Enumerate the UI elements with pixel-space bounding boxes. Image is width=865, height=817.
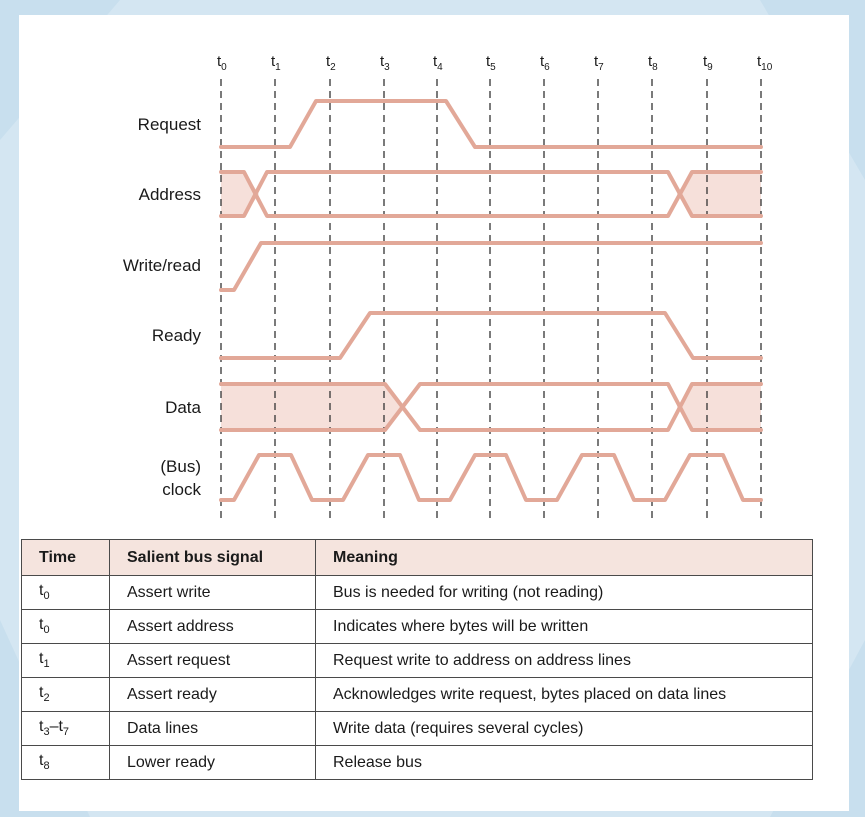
writeread-wave — [221, 243, 761, 290]
signal-label-ready: Ready — [151, 326, 201, 345]
signal-waveforms — [221, 101, 761, 500]
signal-fills — [221, 172, 761, 430]
clock-wave — [221, 455, 761, 500]
cell-meaning: Indicates where bytes will be written — [316, 610, 813, 644]
signal-label-clock-line2: clock — [162, 480, 201, 499]
cell-meaning: Acknowledges write request, bytes placed on data lines — [316, 678, 813, 712]
cell-signal: Assert request — [110, 644, 316, 678]
cell-time: $t_0$ — [22, 576, 110, 610]
cell-meaning: Bus is needed for writing (not reading) — [316, 576, 813, 610]
cell-signal: Assert ready — [110, 678, 316, 712]
time-label-1: $t_1$ — [271, 53, 281, 73]
header-meaning: Meaning — [316, 540, 813, 576]
signal-label-writeread: Write/read — [122, 256, 201, 275]
table-header-row — [22, 540, 813, 576]
cell-time: $t_2$ — [22, 678, 110, 712]
table-row — [22, 712, 813, 746]
time-label-4: $t_4$ — [433, 53, 443, 73]
time-label-5: $t_5$ — [486, 53, 496, 73]
table-row — [22, 610, 813, 644]
time-label-9: $t_9$ — [703, 53, 713, 73]
cell-time: $t_8$ — [22, 746, 110, 780]
signal-label-request: Request — [137, 115, 201, 134]
time-labels — [217, 53, 773, 73]
table-row — [22, 576, 813, 610]
cell-meaning: Release bus — [316, 746, 813, 780]
time-label-10: $t_{10}$ — [757, 53, 773, 73]
request-wave — [221, 101, 761, 147]
ready-wave — [221, 313, 761, 358]
address-wave-bottom — [221, 172, 761, 216]
time-label-6: $t_6$ — [540, 53, 550, 73]
cell-time: $t_3-t_7$ — [22, 712, 110, 746]
cell-signal: Data lines — [110, 712, 316, 746]
time-label-3: $t_3$ — [380, 53, 390, 73]
cell-meaning: Request write to address on address lines — [316, 644, 813, 678]
header-time: Time — [22, 540, 110, 576]
signal-label-clock-line1: (Bus) — [160, 457, 201, 476]
signal-label-address: Address — [138, 185, 201, 204]
cell-signal: Assert write — [110, 576, 316, 610]
cell-time: $t_1$ — [22, 644, 110, 678]
signal-label-data: Data — [165, 398, 201, 417]
time-label-7: $t_7$ — [594, 53, 604, 73]
time-label-2: $t_2$ — [326, 53, 336, 73]
table-row — [22, 678, 813, 712]
bus-signal-table — [21, 539, 813, 780]
cell-time: $t_0$ — [22, 610, 110, 644]
table-row — [22, 644, 813, 678]
cell-meaning: Write data (requires several cycles) — [316, 712, 813, 746]
header-signal: Salient bus signal — [110, 540, 316, 576]
cell-signal: Lower ready — [110, 746, 316, 780]
time-label-8: $t_8$ — [648, 53, 658, 73]
time-label-0: $t_0$ — [217, 53, 227, 73]
data-fill-start — [221, 384, 403, 430]
cell-signal: Assert address — [110, 610, 316, 644]
table-row — [22, 746, 813, 780]
